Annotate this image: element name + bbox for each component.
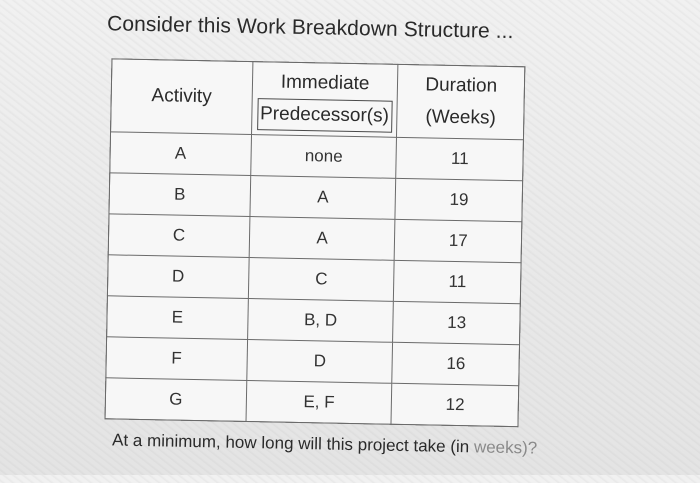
table-header bbox=[111, 59, 525, 140]
predecessor-cell: B, D bbox=[247, 299, 393, 343]
work-breakdown-table bbox=[105, 58, 526, 427]
duration-cell: 13 bbox=[393, 301, 520, 344]
duration-cell: 11 bbox=[394, 260, 521, 303]
activity-cell: F bbox=[106, 337, 248, 381]
predecessor-cell: C bbox=[248, 258, 394, 302]
duration-cell: 12 bbox=[391, 383, 518, 426]
activity-cell: G bbox=[105, 378, 247, 422]
predecessor-header-line2: Predecessor(s) bbox=[257, 98, 392, 133]
duration-column-header bbox=[397, 64, 525, 139]
activity-column-header bbox=[111, 59, 253, 135]
predecessor-cell: D bbox=[247, 340, 393, 384]
predecessor-cell: A bbox=[249, 217, 395, 261]
table-body bbox=[105, 132, 523, 427]
duration-cell: 19 bbox=[395, 178, 522, 221]
activity-cell: B bbox=[109, 173, 251, 217]
predecessor-cell: E, F bbox=[246, 380, 392, 424]
question-text bbox=[112, 430, 537, 458]
question-visible-text: At a minimum, how long will this project take (in bbox=[111, 430, 470, 457]
duration-cell: 16 bbox=[392, 342, 519, 385]
activity-cell: D bbox=[107, 255, 249, 299]
predecessor-cell: A bbox=[250, 176, 396, 220]
activity-header-label: Activity bbox=[151, 85, 212, 108]
duration-header-line2: (Weeks) bbox=[425, 106, 497, 129]
table-row bbox=[105, 378, 519, 427]
predecessor-column-header bbox=[251, 62, 398, 138]
predecessor-header-line1: Immediate bbox=[280, 71, 370, 95]
activity-cell: A bbox=[110, 132, 252, 176]
duration-cell: 17 bbox=[395, 219, 522, 262]
predecessor-cell: none bbox=[250, 135, 396, 179]
activity-cell: C bbox=[108, 214, 250, 258]
question-cutoff-text: weeks)? bbox=[469, 437, 538, 458]
duration-header-line1: Duration bbox=[425, 74, 498, 97]
page-title: Consider this Work Breakdown Structure ... bbox=[106, 12, 514, 44]
activity-cell: E bbox=[107, 296, 249, 340]
duration-cell: 11 bbox=[396, 137, 523, 180]
header-row bbox=[111, 59, 525, 140]
